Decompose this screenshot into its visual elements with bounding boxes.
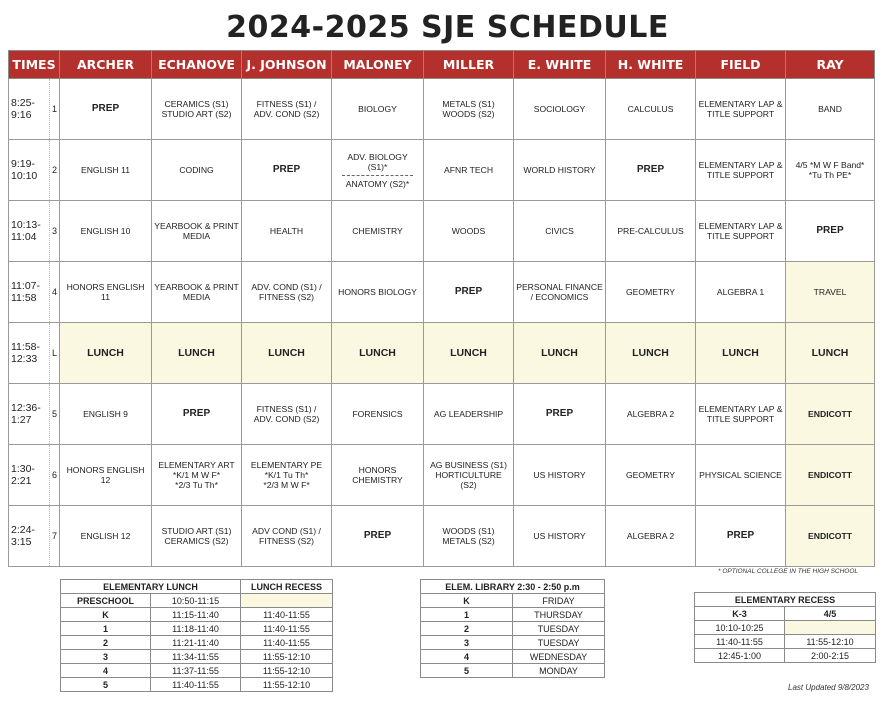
class-cell: LUNCH bbox=[606, 323, 696, 384]
class-cell: ADV COND (S1) / FITNESS (S2) bbox=[242, 506, 332, 567]
class-cell: PREP bbox=[424, 262, 514, 323]
class-cell: ENGLISH 9 bbox=[60, 384, 152, 445]
recess-col-45: 4/5 bbox=[785, 607, 876, 621]
class-cell: HONORS ENGLISH 11 bbox=[60, 262, 152, 323]
recess-table bbox=[694, 592, 876, 663]
class-cell: ELEMENTARY LAP & TITLE SUPPORT bbox=[696, 201, 786, 262]
class-cell: CERAMICS (S1) STUDIO ART (S2) bbox=[152, 79, 242, 140]
class-cell: ELEMENTARY LAP & TITLE SUPPORT bbox=[696, 79, 786, 140]
library-row bbox=[421, 650, 605, 664]
lunch-cell: 11:40-11:55 bbox=[151, 678, 241, 692]
class-cell: LUNCH bbox=[696, 323, 786, 384]
class-cell: FITNESS (S1) / ADV. COND (S2) bbox=[242, 384, 332, 445]
lunch-cell: 11:34-11:55 bbox=[151, 650, 241, 664]
class-cell: BAND bbox=[786, 79, 875, 140]
class-cell: PREP bbox=[786, 201, 875, 262]
schedule-header-row bbox=[9, 51, 875, 79]
library-cell: K bbox=[421, 594, 513, 608]
library-cell: TUESDAY bbox=[513, 622, 605, 636]
schedule-table bbox=[8, 50, 875, 567]
elementary-lunch-header bbox=[61, 580, 333, 594]
lunch-cell: 11:18-11:40 bbox=[151, 622, 241, 636]
library-cell: 2 bbox=[421, 622, 513, 636]
library-cell: 5 bbox=[421, 664, 513, 678]
class-cell: ENGLISH 11 bbox=[60, 140, 152, 201]
class-cell: AFNR TECH bbox=[424, 140, 514, 201]
class-cell: HONORS ENGLISH 12 bbox=[60, 445, 152, 506]
time-cell: 9:19- 10:10 bbox=[9, 140, 50, 201]
lunch-cell: PRESCHOOL bbox=[61, 594, 151, 608]
period-cell: L bbox=[50, 323, 60, 384]
column-header: FIELD bbox=[696, 51, 786, 79]
class-cell: PERSONAL FINANCE / ECONOMICS bbox=[514, 262, 606, 323]
class-cell: STUDIO ART (S1) CERAMICS (S2) bbox=[152, 506, 242, 567]
time-cell: 11:58- 12:33 bbox=[9, 323, 50, 384]
column-header: TIMES bbox=[9, 51, 60, 79]
recess-title: ELEMENTARY RECESS bbox=[695, 593, 876, 607]
period-cell: 5 bbox=[50, 384, 60, 445]
class-cell: AG LEADERSHIP bbox=[424, 384, 514, 445]
time-cell: 8:25- 9:16 bbox=[9, 79, 50, 140]
class-cell: PREP bbox=[152, 384, 242, 445]
class-cell: ENGLISH 12 bbox=[60, 506, 152, 567]
lunch-cell: 2 bbox=[61, 636, 151, 650]
class-cell: HEALTH bbox=[242, 201, 332, 262]
library-cell: 3 bbox=[421, 636, 513, 650]
class-cell: LUNCH bbox=[332, 323, 424, 384]
recess-cols bbox=[695, 607, 876, 621]
lunch-row bbox=[61, 636, 333, 650]
library-row bbox=[421, 608, 605, 622]
library-cell: MONDAY bbox=[513, 664, 605, 678]
column-header: ECHANOVE bbox=[152, 51, 242, 79]
elementary-lunch-table bbox=[60, 579, 333, 692]
class-cell: METALS (S1) WOODS (S2) bbox=[424, 79, 514, 140]
column-header: MILLER bbox=[424, 51, 514, 79]
lunch-cell: 11:55-12:10 bbox=[241, 664, 333, 678]
column-header: MALONEY bbox=[332, 51, 424, 79]
lunch-cell: 11:15-11:40 bbox=[151, 608, 241, 622]
library-row bbox=[421, 636, 605, 650]
schedule-row bbox=[9, 384, 875, 445]
column-header: RAY bbox=[786, 51, 875, 79]
class-cell: PREP bbox=[242, 140, 332, 201]
time-cell: 10:13- 11:04 bbox=[9, 201, 50, 262]
library-header bbox=[421, 580, 605, 594]
schedule-row bbox=[9, 323, 875, 384]
class-cell: PREP bbox=[606, 140, 696, 201]
lunch-row bbox=[61, 608, 333, 622]
lunch-row bbox=[61, 650, 333, 664]
lunch-cell: 11:55-12:10 bbox=[241, 650, 333, 664]
class-cell: ALGEBRA 2 bbox=[606, 506, 696, 567]
class-cell: AG BUSINESS (S1) HORTICULTURE (S2) bbox=[424, 445, 514, 506]
library-cell: 1 bbox=[421, 608, 513, 622]
recess-row bbox=[695, 635, 876, 649]
library-row bbox=[421, 594, 605, 608]
class-cell: US HISTORY bbox=[514, 445, 606, 506]
lunch-cell: 1 bbox=[61, 622, 151, 636]
column-header: ARCHER bbox=[60, 51, 152, 79]
class-cell: CIVICS bbox=[514, 201, 606, 262]
lunch-cell: 10:50-11:15 bbox=[151, 594, 241, 608]
column-header: H. WHITE bbox=[606, 51, 696, 79]
class-cell: PREP bbox=[514, 384, 606, 445]
class-cell: ALGEBRA 1 bbox=[696, 262, 786, 323]
class-cell: YEARBOOK & PRINT MEDIA bbox=[152, 262, 242, 323]
recess-row bbox=[695, 649, 876, 663]
class-cell: CHEMISTRY bbox=[332, 201, 424, 262]
elementary-lunch-title: ELEMENTARY LUNCH bbox=[61, 580, 241, 594]
class-cell: WOODS bbox=[424, 201, 514, 262]
lunch-row bbox=[61, 664, 333, 678]
schedule-row bbox=[9, 262, 875, 323]
class-cell: ENGLISH 10 bbox=[60, 201, 152, 262]
class-cell: TRAVEL bbox=[786, 262, 875, 323]
library-cell: THURSDAY bbox=[513, 608, 605, 622]
lunch-cell bbox=[241, 594, 333, 608]
class-cell: ENDICOTT bbox=[786, 445, 875, 506]
class-cell: US HISTORY bbox=[514, 506, 606, 567]
class-cell: LUNCH bbox=[152, 323, 242, 384]
time-cell: 2:24- 3:15 bbox=[9, 506, 50, 567]
lunch-recess-title: LUNCH RECESS bbox=[241, 580, 333, 594]
class-cell: LUNCH bbox=[514, 323, 606, 384]
lunch-row bbox=[61, 622, 333, 636]
class-cell: LUNCH bbox=[786, 323, 875, 384]
lunch-cell: 11:40-11:55 bbox=[241, 636, 333, 650]
last-updated: Last Updated 9/8/2023 bbox=[788, 683, 869, 692]
lunch-cell: 11:40-11:55 bbox=[241, 622, 333, 636]
time-cell: 11:07- 11:58 bbox=[9, 262, 50, 323]
class-cell: CODING bbox=[152, 140, 242, 201]
column-header: J. JOHNSON bbox=[242, 51, 332, 79]
class-cell: ELEMENTARY ART *K/1 M W F* *2/3 Tu Th* bbox=[152, 445, 242, 506]
class-cell: SOCIOLOGY bbox=[514, 79, 606, 140]
recess-cell: 12:45-1:00 bbox=[695, 649, 785, 663]
class-cell: FITNESS (S1) / ADV. COND (S2) bbox=[242, 79, 332, 140]
class-cell: WOODS (S1) METALS (S2) bbox=[424, 506, 514, 567]
recess-cell: 11:40-11:55 bbox=[695, 635, 785, 649]
lunch-cell: 5 bbox=[61, 678, 151, 692]
library-row bbox=[421, 664, 605, 678]
recess-cell: 11:55-12:10 bbox=[785, 635, 876, 649]
class-cell: GEOMETRY bbox=[606, 262, 696, 323]
class-cell: PREP bbox=[332, 506, 424, 567]
schedule-row bbox=[9, 79, 875, 140]
class-cell: ADV. COND (S1) / FITNESS (S2) bbox=[242, 262, 332, 323]
class-cell: CALCULUS bbox=[606, 79, 696, 140]
class-cell: ENDICOTT bbox=[786, 384, 875, 445]
lunch-cell: K bbox=[61, 608, 151, 622]
library-cell: FRIDAY bbox=[513, 594, 605, 608]
period-cell: 2 bbox=[50, 140, 60, 201]
time-cell: 1:30- 2:21 bbox=[9, 445, 50, 506]
class-cell: FORENSICS bbox=[332, 384, 424, 445]
class-cell: ADV. BIOLOGY (S1)* ANATOMY (S2)* bbox=[332, 140, 424, 201]
divider bbox=[342, 175, 413, 176]
class-cell: WORLD HISTORY bbox=[514, 140, 606, 201]
period-cell: 1 bbox=[50, 79, 60, 140]
library-title: ELEM. LIBRARY 2:30 - 2:50 p.m bbox=[421, 580, 605, 594]
library-cell: WEDNESDAY bbox=[513, 650, 605, 664]
period-cell: 4 bbox=[50, 262, 60, 323]
lunch-cell: 11:37-11:55 bbox=[151, 664, 241, 678]
class-cell: PREP bbox=[60, 79, 152, 140]
library-row bbox=[421, 622, 605, 636]
page-title: 2024-2025 SJE SCHEDULE bbox=[226, 10, 669, 45]
lunch-cell: 4 bbox=[61, 664, 151, 678]
class-cell: ALGEBRA 2 bbox=[606, 384, 696, 445]
recess-cell: 2:00-2:15 bbox=[785, 649, 876, 663]
class-cell: ELEMENTARY LAP & TITLE SUPPORT bbox=[696, 140, 786, 201]
class-cell: LUNCH bbox=[60, 323, 152, 384]
library-table bbox=[420, 579, 605, 678]
schedule-row bbox=[9, 506, 875, 567]
schedule-row bbox=[9, 140, 875, 201]
class-cell: PREP bbox=[696, 506, 786, 567]
footnote: * OPTIONAL COLLEGE IN THE HIGH SCHOOL bbox=[718, 568, 859, 575]
schedule-row bbox=[9, 201, 875, 262]
class-cell: LUNCH bbox=[242, 323, 332, 384]
lunch-cell: 11:40-11:55 bbox=[241, 608, 333, 622]
class-cell: BIOLOGY bbox=[332, 79, 424, 140]
class-cell: YEARBOOK & PRINT MEDIA bbox=[152, 201, 242, 262]
recess-col-k3: K-3 bbox=[695, 607, 785, 621]
lunch-cell: 3 bbox=[61, 650, 151, 664]
lunch-cell: 11:21-11:40 bbox=[151, 636, 241, 650]
recess-row bbox=[695, 621, 876, 635]
class-cell: ENDICOTT bbox=[786, 506, 875, 567]
recess-cell bbox=[785, 621, 876, 635]
class-cell: LUNCH bbox=[424, 323, 514, 384]
recess-cell: 10:10-10:25 bbox=[695, 621, 785, 635]
time-cell: 12:36- 1:27 bbox=[9, 384, 50, 445]
class-cell: 4/5 *M W F Band* *Tu Th PE* bbox=[786, 140, 875, 201]
class-cell: HONORS BIOLOGY bbox=[332, 262, 424, 323]
period-cell: 3 bbox=[50, 201, 60, 262]
period-cell: 7 bbox=[50, 506, 60, 567]
lunch-row bbox=[61, 594, 333, 608]
class-cell: HONORS CHEMISTRY bbox=[332, 445, 424, 506]
recess-header bbox=[695, 593, 876, 607]
library-cell: TUESDAY bbox=[513, 636, 605, 650]
column-header: E. WHITE bbox=[514, 51, 606, 79]
period-cell: 6 bbox=[50, 445, 60, 506]
schedule-row bbox=[9, 445, 875, 506]
class-cell: ELEMENTARY PE *K/1 Tu Th* *2/3 M W F* bbox=[242, 445, 332, 506]
class-cell: GEOMETRY bbox=[606, 445, 696, 506]
library-cell: 4 bbox=[421, 650, 513, 664]
class-cell: ELEMENTARY LAP & TITLE SUPPORT bbox=[696, 384, 786, 445]
class-cell: PHYSICAL SCIENCE bbox=[696, 445, 786, 506]
class-cell: PRE-CALCULUS bbox=[606, 201, 696, 262]
lunch-row bbox=[61, 678, 333, 692]
lunch-cell: 11:55-12:10 bbox=[241, 678, 333, 692]
